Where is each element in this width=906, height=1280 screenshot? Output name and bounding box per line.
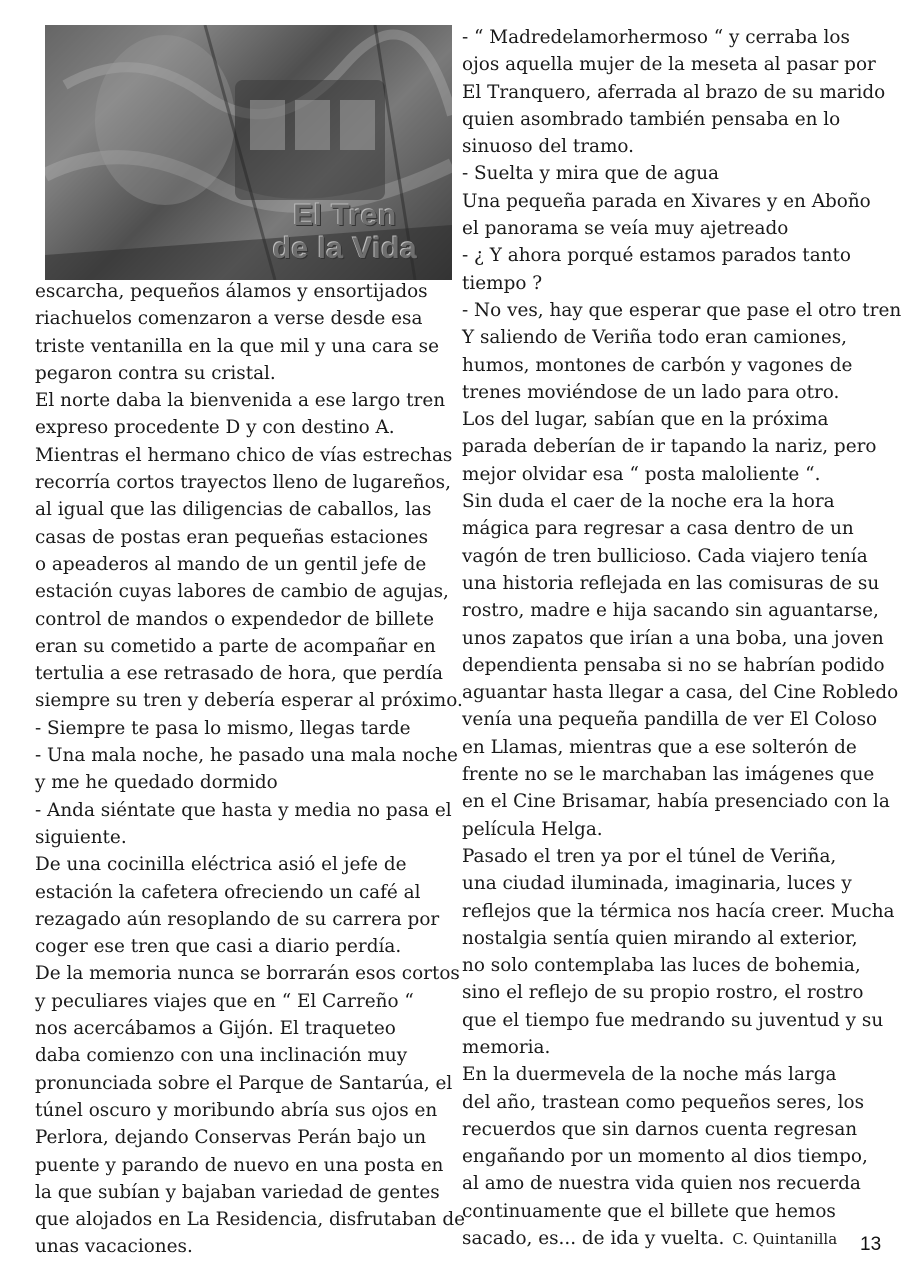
text-line: siempre su tren y debería esperar al próximo. (35, 690, 463, 712)
text-line: trenes moviéndose de un lado para otro. (462, 381, 840, 403)
text-line: eran su cometido a parte de acompañar en (35, 635, 436, 657)
text-line: siguiente. (35, 826, 127, 848)
text-line: - Anda siéntate que hasta y media no pasa el (35, 799, 452, 821)
text-line: recorría cortos trayectos lleno de lugareños, (35, 472, 451, 494)
author-signature: C. Quintanilla (732, 1230, 838, 1249)
image-title-overlay (245, 199, 445, 265)
text-line: rostro, madre e hija sacando sin aguantarse, (462, 600, 879, 622)
text-line: al amo de nuestra vida quien nos recuerda (462, 1173, 861, 1195)
text-line: nostalgia sentía quien mirando al exterior, (462, 927, 858, 949)
text-line: y me he quedado dormido (35, 772, 278, 794)
text-line: en el Cine Brisamar, había presenciado con la (462, 791, 890, 813)
text-line: sino el reflejo de su propio rostro, el rostro (462, 982, 864, 1004)
text-line: pronunciada sobre el Parque de Santarúa, el (35, 1072, 453, 1094)
text-line: De la memoria nunca se borrarán esos cortos (35, 963, 460, 985)
text-line: Una pequeña parada en Xivares y en Aboño (462, 190, 871, 212)
text-line: parada deberían de ir tapando la nariz, pero (462, 436, 877, 458)
text-line: ojos aquella mujer de la meseta al pasar por (462, 54, 876, 76)
text-line: aguantar hasta llegar a casa, del Cine Robledo (462, 682, 899, 704)
text-line: y peculiares viajes que en “ El Carreño “ (35, 990, 414, 1012)
text-line: Los del lugar, sabían que en la próxima (462, 409, 829, 431)
text-line: puente y parando de nuevo en una posta en (35, 1154, 444, 1176)
train-collage-image (45, 25, 452, 280)
text-line: Sin duda el caer de la noche era la hora (462, 491, 835, 513)
image-title-line-2: de la Vida (272, 232, 418, 265)
text-line: En la duermevela de la noche más larga (462, 1064, 837, 1086)
text-line: Pasado el tren ya por el túnel de Veriña, (462, 845, 837, 867)
closing-line: sacado, es... de ida y vuelta. (462, 1228, 725, 1250)
text-line: - “ Madredelamorhermoso “ y cerraba los (462, 27, 850, 48)
text-line: reflejos que la térmica nos hacía creer. Mucha (462, 900, 895, 922)
text-line: unas vacaciones. (35, 1236, 193, 1258)
text-line: frente no se le marchaban las imágenes que (462, 764, 875, 786)
text-line (462, 1225, 901, 1253)
text-line: humos, montones de carbón y vagones de (462, 354, 853, 376)
text-line: tiempo ? (462, 272, 543, 294)
text-line: mágica para regresar a casa dentro de un (462, 518, 854, 540)
text-line: vagón de tren bullicioso. Cada viajero tenía (462, 545, 868, 567)
image-title-line-1: El Tren (293, 199, 397, 232)
text-line: rezagado aún resoplando de su carrera por (35, 908, 440, 930)
right-text-column (462, 24, 901, 1253)
text-line: venía una pequeña pandilla de ver El Coloso (462, 709, 878, 731)
text-line: - Una mala noche, he pasado una mala noche (35, 745, 458, 767)
text-line: control de mandos o expendedor de billete (35, 608, 434, 630)
text-line: El Tranquero, aferrada al brazo de su marido (462, 81, 886, 103)
text-line: tertulia a ese retrasado de hora, que perdía (35, 663, 443, 685)
left-text-column (35, 278, 465, 1261)
text-line: Mientras el hermano chico de vías estrechas (35, 444, 453, 466)
text-line: - ¿ Y ahora porqué estamos parados tanto (462, 245, 851, 267)
text-line: engañando por un momento al dios tiempo, (462, 1146, 868, 1168)
text-line: Y saliendo de Veriña todo eran camiones, (462, 327, 848, 349)
text-line: continuamente que el billete que hemos (462, 1200, 836, 1222)
text-line: del año, trastean como pequeños seres, los (462, 1091, 865, 1113)
text-line: - Siempre te pasa lo mismo, llegas tarde (35, 717, 411, 739)
text-line: película Helga. (462, 818, 603, 840)
text-line: - Suelta y mira que de agua (462, 163, 720, 185)
text-line: nos acercábamos a Gijón. El traqueteo (35, 1018, 396, 1040)
text-line: mejor olvidar esa “ posta maloliente “. (462, 463, 821, 485)
text-line: daba comienzo con una inclinación muy (35, 1045, 408, 1067)
text-line: unos zapatos que irían a una boba, una joven (462, 627, 884, 649)
text-line: El norte daba la bienvenida a ese largo tren (35, 390, 446, 412)
page-number: 13 (860, 1234, 882, 1255)
text-line: el panorama se veía muy ajetreado (462, 218, 789, 240)
text-line: - No ves, hay que esperar que pase el otro tren (462, 299, 902, 321)
text-line: o apeaderos al mando de un gentil jefe de (35, 553, 427, 575)
text-line: estación la cafetera ofreciendo un café al (35, 881, 421, 903)
text-line: túnel oscuro y moribundo abría sus ojos en (35, 1099, 438, 1121)
text-line: Perlora, dejando Conservas Perán bajo un (35, 1127, 427, 1149)
text-line: sinuoso del tramo. (462, 136, 634, 158)
text-line: pegaron contra su cristal. (35, 362, 276, 384)
text-line: no solo contemplaba las luces de bohemia, (462, 955, 861, 977)
text-line: triste ventanilla en la que mil y una cara se (35, 335, 439, 357)
text-line: De una cocinilla eléctrica asió el jefe de (35, 854, 407, 876)
text-line: que alojados en La Residencia, disfrutaban de (35, 1209, 466, 1231)
text-line: casas de postas eran pequeñas estaciones (35, 526, 429, 548)
text-line: que el tiempo fue medrando su juventud y su (462, 1009, 884, 1031)
text-line: recuerdos que sin darnos cuenta regresan (462, 1118, 858, 1140)
text-line: estación cuyas labores de cambio de agujas, (35, 581, 449, 603)
text-line: la que subían y bajaban variedad de gentes (35, 1181, 440, 1203)
text-line: memoria. (462, 1036, 551, 1058)
text-line: una historia reflejada en las comisuras de su (462, 572, 880, 594)
text-line: en Llamas, mientras que a ese solterón de (462, 736, 857, 758)
text-line: una ciudad iluminada, imaginaria, luces y (462, 873, 852, 895)
text-line: riachuelos comenzaron a verse desde esa (35, 308, 423, 330)
text-line: coger ese tren que casi a diario perdía. (35, 936, 402, 958)
text-line: escarcha, pequeños álamos y ensortijados (35, 281, 428, 302)
text-line: al igual que las diligencias de caballos, las (35, 499, 432, 521)
text-line: quien asombrado también pensaba en lo (462, 108, 841, 130)
text-line: dependienta pensaba si no se habrían podido (462, 654, 885, 676)
text-line: expreso procedente D y con destino A. (35, 417, 395, 439)
